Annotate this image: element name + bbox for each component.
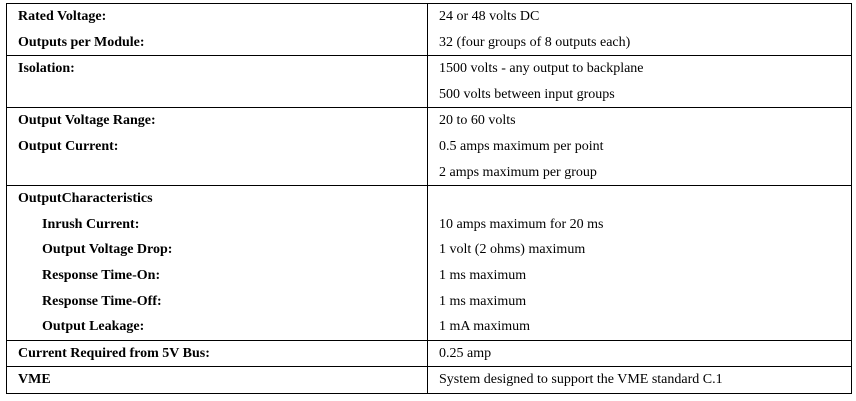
spacer [428, 186, 851, 212]
output-voltage-range-value: 20 to 60 volts [439, 113, 516, 129]
spec-group-vme [7, 367, 852, 394]
current-required-value: 0.25 amp [439, 345, 492, 361]
response-time-off-label: Response Time-Off: [42, 293, 162, 309]
spec-values-cell [428, 340, 852, 367]
spec-group-output-characteristics [7, 186, 852, 341]
response-time-on-label: Response Time-On: [42, 267, 161, 283]
isolation-value-backplane: 1500 volts - any output to backplane [439, 61, 644, 77]
current-required-label: Current Required from 5V Bus: [18, 345, 210, 361]
output-leakage-label: Output Leakage: [42, 319, 145, 335]
spec-table [6, 3, 852, 394]
spec-values-cell [428, 56, 852, 108]
spec-group-output [7, 108, 852, 186]
isolation-label: Isolation: [18, 61, 75, 77]
spec-group-ratings [7, 4, 852, 56]
spec-values-cell [428, 186, 852, 341]
response-time-off-value: 1 ms maximum [439, 293, 527, 309]
rated-voltage-label: Rated Voltage: [18, 9, 107, 24]
output-current-value: 0.5 amps maximum per point [439, 138, 604, 154]
output-voltage-drop-label: Output Voltage Drop: [42, 242, 173, 258]
spec-values-cell [428, 4, 852, 56]
outputs-per-module-value: 32 (four groups of 8 outputs each) [439, 34, 631, 50]
isolation-value-groups: 500 volts between input groups [439, 86, 615, 102]
output-characteristics-heading: OutputCharacteristics [18, 191, 153, 207]
rated-voltage-value: 24 or 48 volts DC [439, 9, 540, 24]
spec-labels-cell [7, 367, 428, 394]
outputs-per-module-label: Outputs per Module: [18, 34, 145, 50]
output-current-group-value: 2 amps maximum per group [439, 164, 597, 180]
inrush-current-label: Inrush Current: [42, 216, 140, 232]
spec-labels-cell [7, 56, 428, 108]
spec-labels-cell [7, 4, 428, 56]
spec-group-isolation [7, 56, 852, 108]
output-voltage-drop-value: 1 volt (2 ohms) maximum [439, 242, 586, 258]
spec-labels-cell [7, 186, 428, 341]
output-leakage-value: 1 mA maximum [439, 319, 530, 335]
output-current-label: Output Current: [18, 138, 119, 154]
response-time-on-value: 1 ms maximum [439, 267, 527, 283]
spec-labels-cell [7, 340, 428, 367]
vme-value: System designed to support the VME standard C.1 [439, 372, 723, 388]
spec-values-cell [428, 367, 852, 394]
spec-group-bus-current [7, 340, 852, 367]
spec-labels-cell [7, 108, 428, 186]
spacer [7, 82, 427, 108]
vme-label: VME [18, 372, 51, 388]
spec-values-cell [428, 108, 852, 186]
inrush-current-value: 10 amps maximum for 20 ms [439, 216, 604, 232]
spacer [7, 160, 427, 186]
output-voltage-range-label: Output Voltage Range: [18, 113, 156, 129]
